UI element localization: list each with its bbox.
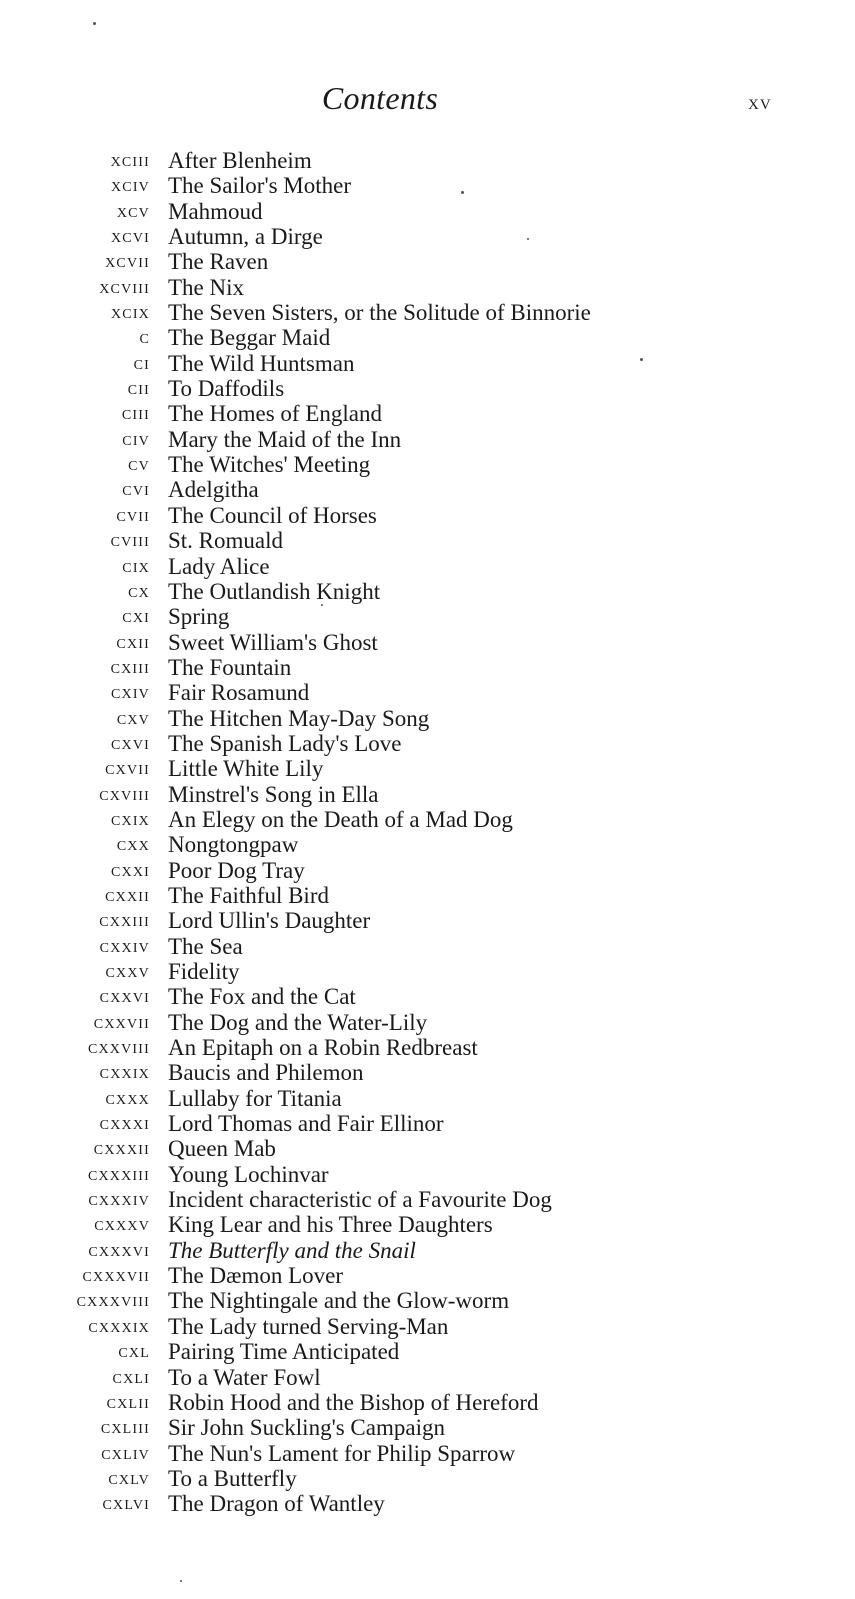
entry-numeral: cix [122,554,150,577]
contents-entry [0,554,855,579]
contents-entry [0,1339,855,1364]
page-number: xv [748,89,772,114]
entry-numeral: c [139,326,150,349]
entry-title: The Butterfly and the Snail [168,1237,416,1263]
entry-numeral: cxxiv [99,934,150,957]
contents-entry [0,249,855,274]
entry-title: The Seven Sisters, or the Solitude of Binnorie [168,300,591,326]
entry-title: The Spanish Lady's Love [168,730,402,756]
entry-title: The Lady turned Serving-Man [168,1313,449,1339]
entry-numeral: cxxxviii [76,1289,150,1312]
entry-numeral: cvii [116,503,150,526]
entry-title: The Fox and the Cat [168,984,356,1010]
entry-title: Minstrel's Song in Ella [168,781,379,807]
entry-title: To a Butterfly [168,1465,297,1491]
entry-title: Sir John Suckling's Campaign [168,1415,445,1441]
entry-numeral: cxli [112,1365,150,1388]
entry-numeral: cxliii [100,1416,150,1439]
entry-title: After Blenheim [168,148,312,173]
entry-title: Sweet William's Ghost [168,629,378,655]
contents-entry [0,680,855,705]
contents-entry [0,1162,855,1187]
entry-title: Spring [168,604,230,630]
contents-entry [0,503,855,528]
entry-numeral: xcvi [110,225,150,248]
contents-entry [0,1314,855,1339]
contents-entry [0,1010,855,1035]
contents-entry [0,477,855,502]
entry-numeral: cxxvi [99,985,150,1008]
entry-numeral: cxviii [99,782,150,805]
contents-entry [0,1441,855,1466]
contents-entry [0,1491,855,1516]
contents-entry [0,604,855,629]
entry-title: Lullaby for Titania [168,1085,342,1111]
contents-entry [0,756,855,781]
entry-title: The Fountain [168,654,292,680]
entry-numeral: cxxxix [88,1314,150,1337]
entry-title: Young Lochinvar [168,1161,329,1187]
entry-title: Adelgitha [168,477,259,503]
entry-numeral: cxliv [101,1441,150,1464]
contents-entry [0,908,855,933]
entry-numeral: cxxxiv [88,1188,150,1211]
contents-entry [0,401,855,426]
entry-numeral: cxxi [110,858,150,881]
entry-title: The Sailor's Mother [168,173,352,199]
entry-title: The Dragon of Wantley [168,1491,385,1517]
contents-entry [0,858,855,883]
contents-entry [0,1263,855,1288]
contents-entry [0,1390,855,1415]
entry-numeral: cii [127,377,150,400]
entry-title: Incident characteristic of a Favourite Dog [168,1187,552,1213]
entry-numeral: ci [133,351,150,374]
entry-numeral: cxxiii [99,909,150,932]
entry-title: The Dæmon Lover [168,1263,344,1289]
page-header [0,80,855,120]
entry-title: Queen Mab [168,1136,276,1162]
entry-title: Robin Hood and the Bishop of Hereford [168,1389,539,1415]
entry-title: The Beggar Maid [168,325,331,351]
contents-entry [0,579,855,604]
entry-title: To a Water Fowl [168,1364,321,1390]
entry-title: Lord Ullin's Daughter [168,908,371,934]
contents-entry [0,528,855,553]
entry-title: Pairing Time Anticipated [168,1339,400,1365]
contents-entry [0,1415,855,1440]
entry-numeral: cxxxv [94,1213,150,1236]
paper-speck [321,604,323,606]
entry-title: Poor Dog Tray [168,857,305,883]
contents-entry [0,1111,855,1136]
entry-title: Lord Thomas and Fair Ellinor [168,1111,444,1137]
entry-numeral: cviii [110,529,150,552]
entry-title: An Elegy on the Death of a Mad Dog [168,806,513,832]
contents-entry [0,807,855,832]
entry-title: The Nun's Lament for Philip Sparrow [168,1440,516,1466]
entry-title: The Wild Huntsman [168,350,355,376]
entry-title: Mahmoud [168,198,263,224]
contents-entry [0,199,855,224]
entry-numeral: cxxii [105,883,150,906]
entry-title: The Faithful Bird [168,882,329,908]
entry-numeral: xcix [110,301,150,324]
entry-title: Baucis and Philemon [168,1060,364,1086]
contents-entry [0,351,855,376]
entry-numeral: cxxv [105,960,150,982]
entry-numeral: cxiv [110,681,150,704]
entry-numeral: cxxvii [93,1010,150,1033]
entry-title: Little White Lily [168,756,324,782]
contents-entry [0,984,855,1009]
contents-entry [0,706,855,731]
entry-title: Lady Alice [168,553,270,579]
contents-entry [0,1466,855,1491]
entry-numeral: cxlvi [102,1492,150,1515]
entry-numeral: cxlii [106,1390,150,1413]
entry-numeral: ciii [121,402,150,425]
contents-entry [0,655,855,680]
entry-numeral: cxxxvi [88,1238,150,1261]
contents-entry [0,300,855,325]
contents-entry [0,173,855,198]
entry-numeral: xciii [110,149,150,171]
paper-speck [93,22,96,25]
entry-numeral: cxxx [105,1086,150,1109]
contents-entry [0,832,855,857]
entry-numeral: cxxxiii [87,1162,150,1185]
paper-speck [527,238,529,240]
entry-numeral: cxlv [108,1466,150,1489]
page-title: Contents [321,80,439,116]
entry-title: The Raven [168,249,269,275]
contents-entry [0,1035,855,1060]
entry-numeral: cxi [122,605,150,628]
entry-numeral: cv [128,453,150,476]
entry-numeral: cxiii [110,655,150,678]
contents-entry [0,1136,855,1161]
contents-entry [0,275,855,300]
entry-title: The Council of Horses [168,502,377,528]
contents-entry [0,1365,855,1390]
paper-speck [640,358,643,361]
contents-entry [0,1187,855,1212]
entry-title: The Dog and the Water-Lily [168,1009,428,1035]
entry-numeral: cxxix [99,1061,150,1084]
contents-entry [0,148,855,173]
entry-numeral: cxl [118,1340,150,1363]
entry-numeral: cx [128,579,150,602]
contents-entry [0,1238,855,1263]
entry-title: The Witches' Meeting [168,452,371,478]
entry-title: Fidelity [168,959,240,984]
contents-entry [0,325,855,350]
contents-entry [0,782,855,807]
entry-numeral: cxvii [105,757,150,780]
entry-numeral: xciv [110,174,150,197]
entry-numeral: cxii [116,630,150,653]
entry-title: Fair Rosamund [168,680,310,706]
entry-numeral: cvi [122,478,150,501]
entry-title: An Epitaph on a Robin Redbreast [168,1035,478,1061]
entry-title: The Hitchen May-Day Song [168,705,430,731]
contents-entry [0,427,855,452]
paper-speck [461,191,464,194]
contents-entry [0,731,855,756]
entry-numeral: cxxxii [93,1137,150,1160]
entry-numeral: cxx [116,833,150,856]
entry-title: The Nix [168,274,245,300]
entry-numeral: xcvii [105,250,150,273]
contents-entry [0,224,855,249]
entry-numeral: civ [122,427,150,450]
entry-numeral: cxv [116,706,150,729]
entry-title: To Daffodils [168,376,285,402]
contents-list [0,148,855,1517]
contents-entry [0,883,855,908]
contents-entry [0,452,855,477]
entry-title: Autumn, a Dirge [168,224,323,250]
entry-title: King Lear and his Three Daughters [168,1212,493,1238]
entry-numeral: cxix [110,807,150,830]
entry-title: The Nightingale and the Glow-worm [168,1288,510,1314]
entry-numeral: cxxxvii [82,1264,150,1287]
contents-entry [0,630,855,655]
entry-title: The Sea [168,933,243,959]
entry-numeral: xcv [116,199,150,222]
entry-numeral: cxxxi [99,1112,150,1135]
entry-title: Mary the Maid of the Inn [168,426,402,452]
entry-title: Nongtongpaw [168,832,299,858]
entry-numeral: cxxviii [87,1036,150,1059]
contents-entry [0,1060,855,1085]
paper-speck [180,1580,182,1582]
contents-entry [0,376,855,401]
contents-entry [0,1288,855,1313]
entry-title: The Homes of England [168,401,382,427]
entry-numeral: cxvi [110,731,150,754]
contents-entry [0,1086,855,1111]
contents-entry [0,1212,855,1237]
contents-entry [0,959,855,984]
entry-title: St. Romuald [168,528,284,554]
contents-entry [0,934,855,959]
entry-title: The Outlandish Knight [168,578,381,604]
entry-numeral: xcviii [99,275,150,298]
